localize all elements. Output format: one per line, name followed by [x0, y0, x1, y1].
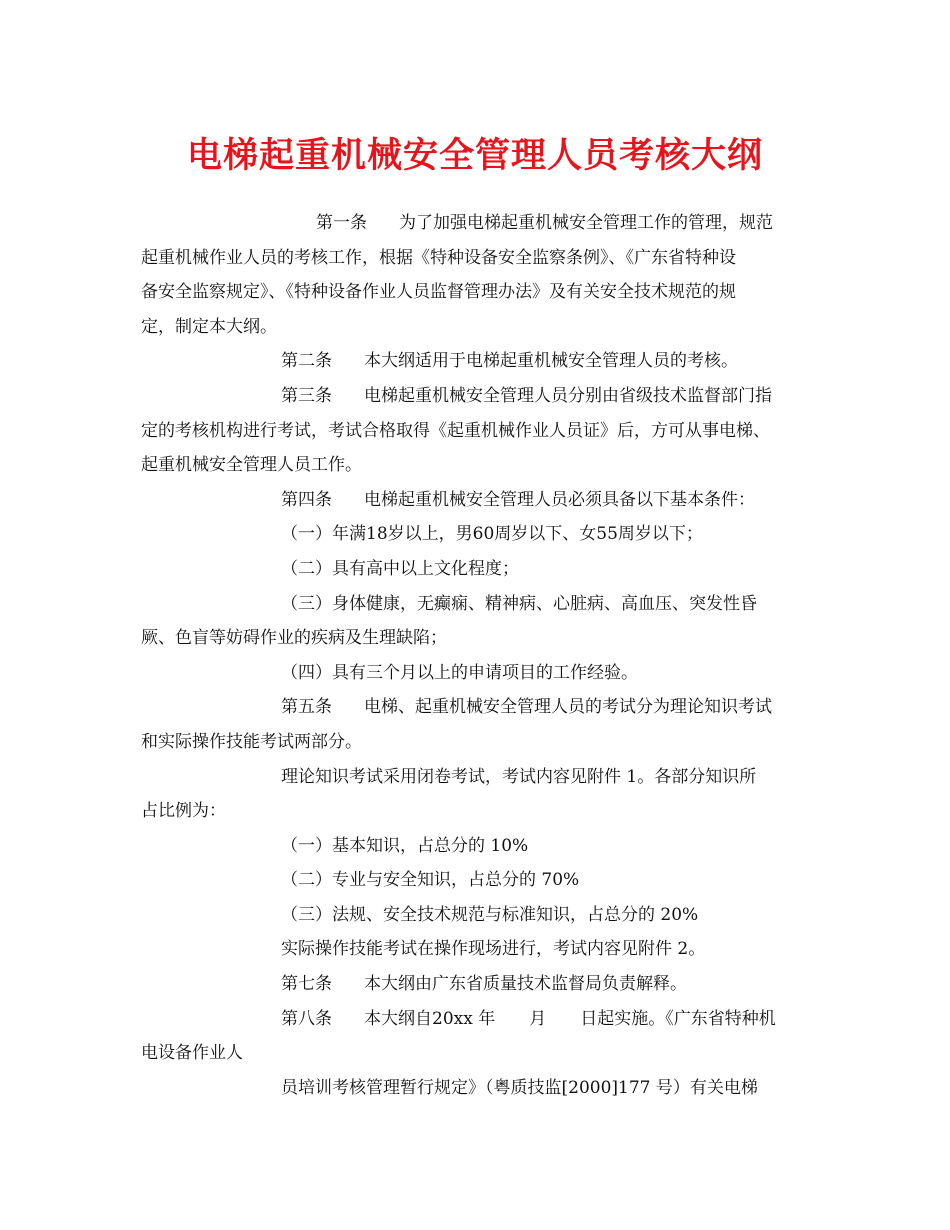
- paragraph-line: [141, 552, 813, 587]
- paragraph-line: [141, 967, 813, 1002]
- paragraph-line: [141, 587, 813, 622]
- line-text: 厥、色盲等妨碍作业的疾病及生理缺陷；: [141, 628, 447, 649]
- paragraph-line: [141, 517, 813, 552]
- line-text: 实际操作技能考试在操作现场进行，考试内容见附件 2。: [281, 939, 706, 960]
- line-text: （二）具有高中以上文化程度；: [281, 558, 519, 579]
- article-label: 第二条: [281, 351, 332, 372]
- line-text: （一）年满18岁以上，男60周岁以下、女55周岁以下；: [281, 524, 703, 545]
- paragraph-line: [141, 690, 813, 725]
- line-text: 理论知识考试采用闭卷考试，考试内容见附件 1。各部分知识所: [281, 766, 757, 787]
- article-label: 第一条: [316, 213, 367, 233]
- article-label: 第八条: [281, 1008, 332, 1029]
- paragraph-line: [141, 725, 813, 760]
- paragraph-line: [141, 1002, 813, 1037]
- document-body: [141, 206, 813, 1105]
- paragraph-line: [141, 379, 813, 414]
- line-text: 电梯起重机械安全管理人员必须具备以下基本条件：: [364, 489, 755, 510]
- line-text: 和实际操作技能考试两部分。: [141, 731, 362, 752]
- paragraph-line: [141, 863, 813, 898]
- line-text: 本大纲由广东省质量技术监督局负责解释。: [364, 974, 687, 995]
- line-text: 为了加强电梯起重机械安全管理工作的管理，规范: [399, 213, 773, 233]
- paragraph-line: [141, 1071, 813, 1106]
- line-text: 定，制定本大纲。: [141, 316, 277, 337]
- paragraph-line: [141, 656, 813, 691]
- line-text: （二）专业与安全知识，占总分的 70%: [281, 870, 580, 891]
- paragraph-line: [141, 310, 813, 345]
- line-text: 电梯起重机械安全管理人员分别由省级技术监督部门指: [364, 385, 772, 406]
- line-text: （三）身体健康，无癫痫、精神病、心脏病、高血压、突发性昏: [281, 593, 757, 614]
- article-label: 第三条: [281, 385, 332, 406]
- document-title: 电梯起重机械安全管理人员考核大纲: [186, 135, 763, 176]
- line-text: 本大纲自20xx 年 月 日起实施。《广东省特种机: [364, 1008, 776, 1029]
- paragraph-line: [141, 241, 813, 276]
- paragraph-line: [141, 483, 813, 518]
- line-text: （三）法规、安全技术规范与标准知识，占总分的 20%: [281, 904, 699, 925]
- line-text: 员培训考核管理暂行规定》（粤质技监[2000]177 号）有关电梯: [281, 1077, 758, 1098]
- article-label: 第七条: [281, 974, 332, 995]
- paragraph-line: [141, 448, 813, 483]
- paragraph-line: [141, 275, 813, 310]
- line-text: 电梯、起重机械安全管理人员的考试分为理论知识考试: [364, 697, 772, 718]
- article-label: 第五条: [281, 697, 332, 718]
- paragraph-line: [141, 414, 813, 449]
- paragraph-line: [141, 621, 813, 656]
- paragraph-line: [141, 344, 813, 379]
- line-text: 占比例为：: [141, 801, 226, 822]
- article-label: 第四条: [281, 489, 332, 510]
- line-text: 定的考核机构进行考试，考试合格取得《起重机械作业人员证》后，方可从事电梯、: [141, 420, 770, 441]
- paragraph-line: [141, 794, 813, 829]
- paragraph-line: [141, 760, 813, 795]
- line-text: 起重机械作业人员的考核工作，根据《特种设备安全监察条例》、《广东省特种设: [141, 247, 736, 268]
- line-text: 本大纲适用于电梯起重机械安全管理人员的考核。: [364, 351, 738, 372]
- line-text: 电设备作业人: [141, 1043, 243, 1064]
- paragraph-line: [141, 932, 813, 967]
- paragraph-line: [141, 898, 813, 933]
- paragraph-line: [141, 1036, 813, 1071]
- line-text: 备安全监察规定》、《特种设备作业人员监督管理办法》及有关安全技术规范的规: [141, 282, 736, 303]
- paragraph-line: [141, 829, 813, 864]
- line-text: 起重机械安全管理人员工作。: [141, 455, 362, 476]
- paragraph-line: [141, 206, 813, 241]
- line-text: （四）具有三个月以上的申请项目的工作经验。: [281, 662, 638, 683]
- line-text: （一）基本知识，占总分的 10%: [281, 835, 529, 856]
